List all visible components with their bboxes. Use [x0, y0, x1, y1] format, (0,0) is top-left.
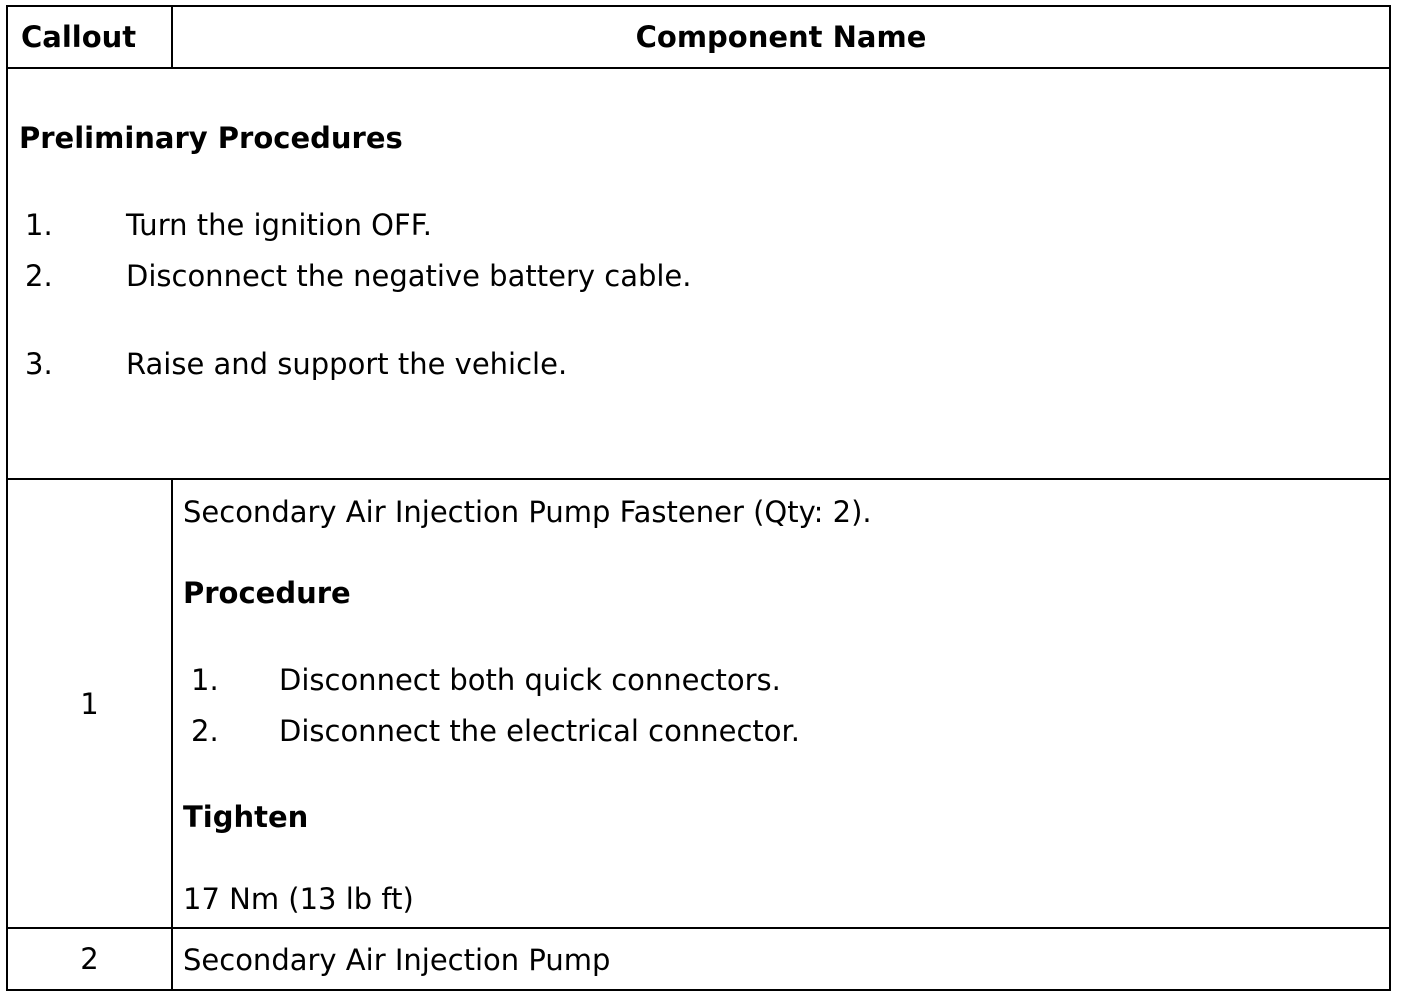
prelim-step-number: 2. [25, 259, 53, 294]
callout-number: 2 [7, 928, 172, 990]
component-name: Secondary Air Injection Pump Fastener (Qty: 2). [183, 495, 872, 530]
component-name: Secondary Air Injection Pump [183, 942, 611, 977]
procedure-step-text: Disconnect both quick connectors. [279, 663, 781, 698]
preliminary-heading: Preliminary Procedures [19, 121, 403, 156]
header-component-name: Component Name [172, 6, 1390, 68]
table-row [7, 479, 1390, 927]
prelim-step-text: Raise and support the vehicle. [126, 347, 568, 382]
procedure-step-number: 2. [191, 714, 219, 749]
component-cell [172, 479, 1390, 927]
prelim-step-number: 3. [25, 347, 53, 382]
header-callout: Callout [7, 6, 172, 68]
callout-number: 1 [7, 479, 172, 927]
table-row [7, 928, 1390, 990]
prelim-step-number: 1. [25, 208, 53, 243]
prelim-step-text: Turn the ignition OFF. [126, 208, 432, 243]
tighten-heading: Tighten [183, 800, 309, 835]
procedure-heading: Procedure [183, 576, 351, 611]
procedure-step-text: Disconnect the electrical connector. [279, 714, 800, 749]
prelim-step-text: Disconnect the negative battery cable. [126, 259, 692, 294]
preliminary-procedures-cell [7, 68, 1390, 479]
tighten-value: 17 Nm (13 lb ft) [183, 882, 414, 917]
component-table [6, 5, 1391, 991]
table-header-row [7, 6, 1390, 68]
preliminary-row [7, 68, 1390, 479]
component-cell [172, 928, 1390, 990]
procedure-step-number: 1. [191, 663, 219, 698]
